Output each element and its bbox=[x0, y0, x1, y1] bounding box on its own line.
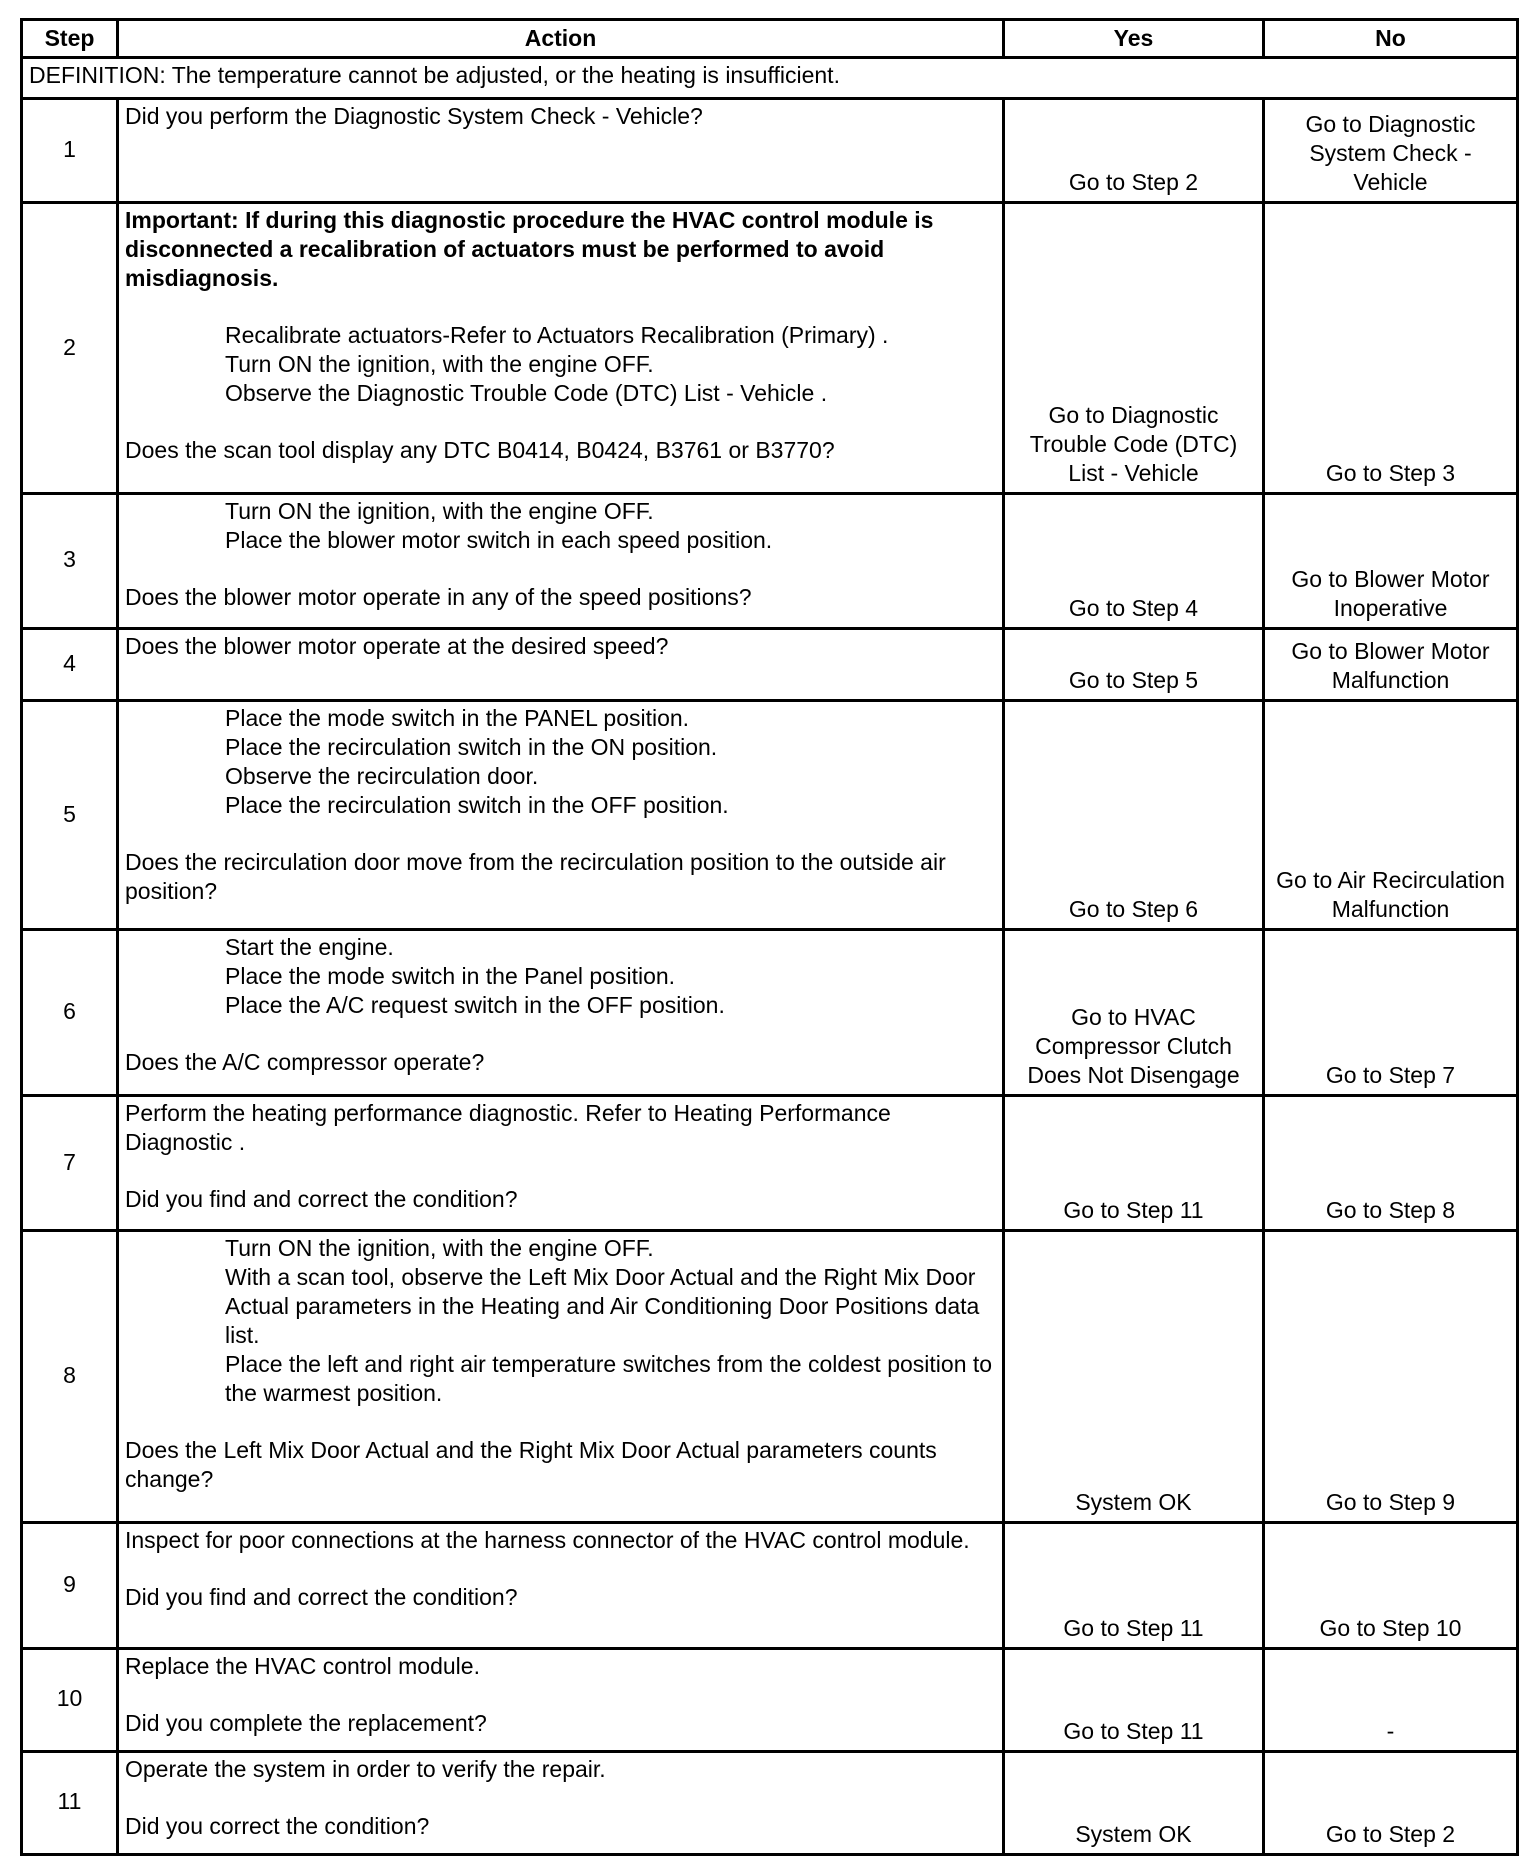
diagnostic-table bbox=[20, 18, 1519, 1856]
yes-result: Go to Diagnostic Trouble Code (DTC) List - Vehicle bbox=[1004, 203, 1264, 494]
table-row bbox=[22, 1648, 1518, 1751]
step-number: 4 bbox=[22, 628, 118, 701]
table-row bbox=[22, 1522, 1518, 1648]
header-row bbox=[22, 20, 1518, 58]
step-question: Does the Left Mix Door Actual and the Right Mix Door Actual parameters counts change? bbox=[125, 1436, 937, 1492]
table-row bbox=[22, 1230, 1518, 1522]
step-intro: Did you perform the Diagnostic System Check - Vehicle? bbox=[125, 103, 703, 130]
step-action bbox=[118, 930, 1004, 1096]
yes-result: Go to HVAC Compressor Clutch Does Not Disengage bbox=[1004, 930, 1264, 1096]
step-question: Does the recirculation door move from the recirculation position to the outside air position? bbox=[125, 849, 946, 905]
substep: Turn ON the ignition, with the engine OFF. bbox=[225, 351, 654, 378]
header-no: No bbox=[1264, 20, 1518, 58]
step-question: Does the blower motor operate in any of the speed positions? bbox=[125, 584, 752, 611]
substep: Place the A/C request switch in the OFF position. bbox=[225, 992, 725, 1019]
header-step: Step bbox=[22, 20, 118, 58]
table-row bbox=[22, 628, 1518, 701]
step-number: 7 bbox=[22, 1096, 118, 1231]
step-action bbox=[118, 203, 1004, 494]
substep: Turn ON the ignition, with the engine OFF. bbox=[225, 1234, 654, 1261]
step-number: 11 bbox=[22, 1751, 118, 1854]
yes-result: System OK bbox=[1004, 1751, 1264, 1854]
yes-result: System OK bbox=[1004, 1230, 1264, 1522]
step-action bbox=[118, 1230, 1004, 1522]
no-result: Go to Blower Motor Inoperative bbox=[1264, 494, 1518, 629]
yes-result: Go to Step 11 bbox=[1004, 1648, 1264, 1751]
no-result: Go to Step 3 bbox=[1264, 203, 1518, 494]
substep: With a scan tool, observe the Left Mix Door Actual and the Right Mix Door Actual parameters in the Heating and Air Conditioning Door Positions data list. bbox=[225, 1263, 980, 1348]
step-number: 8 bbox=[22, 1230, 118, 1522]
yes-result: Go to Step 11 bbox=[1004, 1096, 1264, 1231]
no-result: Go to Step 2 bbox=[1264, 1751, 1518, 1854]
substep: Observe the Diagnostic Trouble Code (DTC) List - Vehicle . bbox=[225, 380, 828, 407]
no-result: Go to Diagnostic System Check - Vehicle bbox=[1264, 99, 1518, 203]
substep: Start the engine. bbox=[225, 934, 394, 961]
step-action bbox=[118, 99, 1004, 203]
yes-result: Go to Step 6 bbox=[1004, 701, 1264, 930]
substep: Place the mode switch in the Panel position. bbox=[225, 963, 676, 990]
table-row bbox=[22, 930, 1518, 1096]
table-row bbox=[22, 1751, 1518, 1854]
step-question: Does the A/C compressor operate? bbox=[125, 1049, 485, 1076]
step-question: Does the scan tool display any DTC B0414, B0424, B3761 or B3770? bbox=[125, 437, 835, 464]
step-intro: Replace the HVAC control module. bbox=[125, 1652, 480, 1679]
substep: Turn ON the ignition, with the engine OFF. bbox=[225, 498, 654, 525]
step-number: 6 bbox=[22, 930, 118, 1096]
step-action bbox=[118, 494, 1004, 629]
step-action bbox=[118, 1096, 1004, 1231]
table-row bbox=[22, 494, 1518, 629]
step-action bbox=[118, 1522, 1004, 1648]
definition-text: DEFINITION: The temperature cannot be adjusted, or the heating is insufficient. bbox=[22, 58, 1518, 99]
table-row bbox=[22, 1096, 1518, 1231]
table-row bbox=[22, 203, 1518, 494]
substep: Place the left and right air temperature switches from the coldest position to the warmest position. bbox=[225, 1350, 993, 1406]
step-number: 2 bbox=[22, 203, 118, 494]
step-question: Did you find and correct the condition? bbox=[125, 1186, 518, 1213]
table-row bbox=[22, 99, 1518, 203]
step-number: 5 bbox=[22, 701, 118, 930]
step-intro: Operate the system in order to verify the repair. bbox=[125, 1755, 606, 1782]
step-intro: Inspect for poor connections at the harness connector of the HVAC control module. bbox=[125, 1526, 970, 1553]
step-action bbox=[118, 1648, 1004, 1751]
step-action bbox=[118, 628, 1004, 701]
step-number: 10 bbox=[22, 1648, 118, 1751]
step-action bbox=[118, 701, 1004, 930]
no-result: - bbox=[1264, 1648, 1518, 1751]
no-result: Go to Step 9 bbox=[1264, 1230, 1518, 1522]
step-number: 9 bbox=[22, 1522, 118, 1648]
substep: Observe the recirculation door. bbox=[225, 763, 539, 790]
yes-result: Go to Step 11 bbox=[1004, 1522, 1264, 1648]
step-intro: Perform the heating performance diagnostic. Refer to Heating Performance Diagnostic . bbox=[125, 1100, 891, 1156]
no-result: Go to Air Recirculation Malfunction bbox=[1264, 701, 1518, 930]
substep: Place the recirculation switch in the ON position. bbox=[225, 734, 718, 761]
header-yes: Yes bbox=[1004, 20, 1264, 58]
step-action bbox=[118, 1751, 1004, 1854]
yes-result: Go to Step 2 bbox=[1004, 99, 1264, 203]
no-result: Go to Step 8 bbox=[1264, 1096, 1518, 1231]
substep: Recalibrate actuators-Refer to Actuators Recalibration (Primary) . bbox=[225, 322, 889, 349]
step-question: Did you find and correct the condition? bbox=[125, 1583, 518, 1610]
definition-row bbox=[22, 58, 1518, 99]
substep: Place the mode switch in the PANEL position. bbox=[225, 705, 690, 732]
step-intro: Does the blower motor operate at the desired speed? bbox=[125, 632, 669, 659]
substep: Place the blower motor switch in each speed position. bbox=[225, 527, 773, 554]
no-result: Go to Blower Motor Malfunction bbox=[1264, 628, 1518, 701]
step-question: Did you complete the replacement? bbox=[125, 1709, 487, 1736]
no-result: Go to Step 10 bbox=[1264, 1522, 1518, 1648]
table-row bbox=[22, 701, 1518, 930]
step-number: 3 bbox=[22, 494, 118, 629]
no-result: Go to Step 7 bbox=[1264, 930, 1518, 1096]
header-action: Action bbox=[118, 20, 1004, 58]
yes-result: Go to Step 4 bbox=[1004, 494, 1264, 629]
substep: Place the recirculation switch in the OFF position. bbox=[225, 792, 729, 819]
step-question: Did you correct the condition? bbox=[125, 1812, 430, 1839]
yes-result: Go to Step 5 bbox=[1004, 628, 1264, 701]
important-note: Important: If during this diagnostic procedure the HVAC control module is disconnected a recalibration of actuators must be performed to avoid misdiagnosis. bbox=[125, 207, 934, 292]
step-number: 1 bbox=[22, 99, 118, 203]
